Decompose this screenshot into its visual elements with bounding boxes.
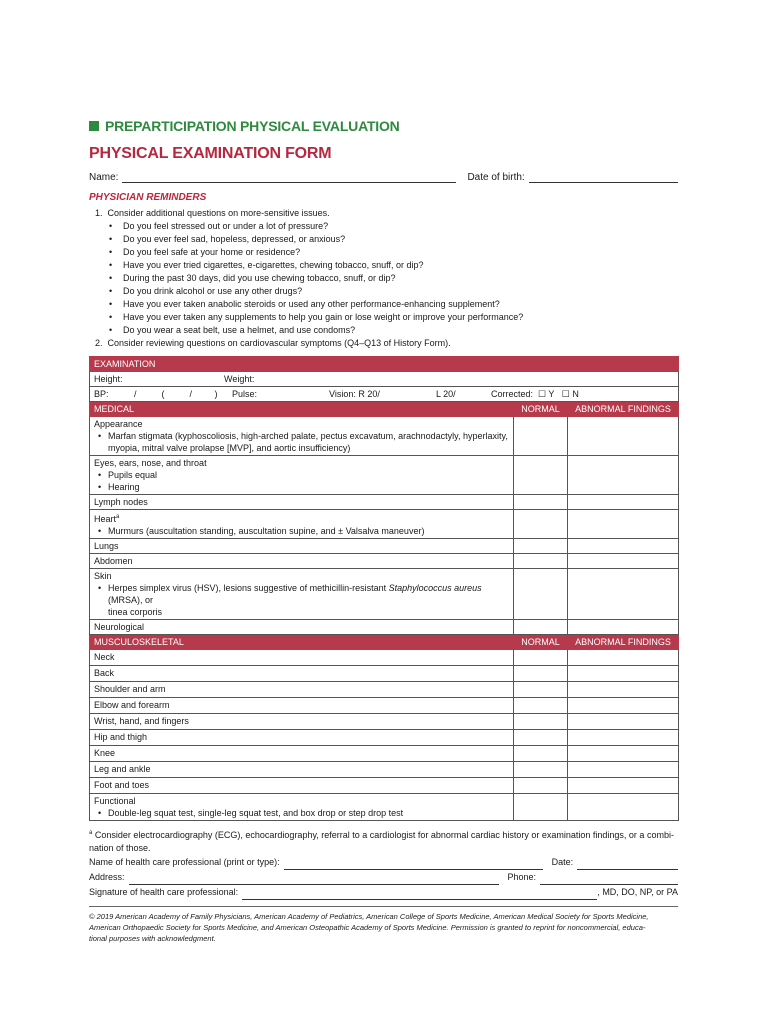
table-row-eent	[90, 456, 679, 495]
abnormal-cell[interactable]	[568, 666, 679, 682]
normal-cell[interactable]	[514, 746, 568, 762]
reminder-bullet: • Do you feel safe at your home or residence?	[89, 246, 678, 259]
abnormal-cell[interactable]	[568, 650, 679, 666]
abnormal-column-header: ABNORMAL FINDINGS	[568, 402, 679, 417]
abnormal-cell[interactable]	[568, 554, 679, 569]
table-row-leg	[90, 762, 679, 778]
abnormal-cell[interactable]	[568, 495, 679, 510]
abnormal-column-header: ABNORMAL FINDINGS	[568, 635, 679, 650]
reminder-bullet: • Do you feel stressed out or under a lot of pressure?	[89, 220, 678, 233]
reminder-item-1: 1. Consider additional questions on more-sensitive issues.	[95, 208, 330, 218]
hcp-name-row	[89, 855, 678, 870]
table-row-lymph	[90, 495, 679, 510]
normal-cell[interactable]	[514, 554, 568, 569]
marfan-bullet-cont: myopia, mitral valve prolapse [MVP], and aortic insufficiency)	[108, 443, 351, 453]
address-field[interactable]	[129, 873, 499, 885]
date-field[interactable]	[577, 858, 678, 870]
normal-cell[interactable]	[514, 778, 568, 794]
reminder-item-2: 2. Consider reviewing questions on cardiovascular symptoms (Q4–Q13 of History Form).	[95, 338, 451, 348]
abnormal-cell[interactable]	[568, 510, 679, 539]
msk-label: Foot and toes	[90, 778, 514, 794]
table-row-back	[90, 666, 679, 682]
normal-cell[interactable]	[514, 539, 568, 554]
signature-field[interactable]	[242, 888, 597, 900]
footnote-text: Consider electrocardiography (ECG), echocardiography, referral to a cardiologist for abnormal cardiac history or examination findings, or a combi-	[92, 830, 674, 840]
table-row-shoulder	[90, 682, 679, 698]
table-row-elbow	[90, 698, 679, 714]
weight-label: Weight:	[224, 374, 255, 384]
name-field[interactable]	[122, 171, 456, 183]
copyright-line: tional purposes with acknowledgment.	[89, 934, 216, 943]
page-title: PHYSICAL EXAMINATION FORM	[89, 145, 332, 162]
copyright-line: © 2019 American Academy of Family Physicians, American Academy of Pediatrics, American College of Sports Medicine, American Medical Society for Sports Medicine,	[89, 912, 649, 921]
reminder-bullet: • Have you ever taken any supplements to help you gain or lose weight or improve your performance?	[89, 311, 678, 324]
table-row-abdomen	[90, 554, 679, 569]
lymph-label: Lymph nodes	[90, 495, 514, 510]
dob-label: Date of birth:	[467, 172, 525, 183]
table-row-functional	[90, 794, 679, 821]
table-row-wrist	[90, 714, 679, 730]
abnormal-cell[interactable]	[568, 794, 679, 821]
heart-footnote-marker: a	[116, 514, 120, 520]
functional-bullet: • Double-leg squat test, single-leg squat test, and box drop or step drop test	[94, 807, 509, 819]
hearing-bullet: • Hearing	[94, 481, 509, 493]
height-label: Height:	[94, 374, 123, 384]
credentials-suffix: , MD, DO, NP, or PA	[597, 887, 678, 897]
table-row-skin	[90, 569, 679, 620]
copyright-notice	[89, 906, 678, 944]
green-square-icon	[89, 121, 99, 131]
hcp-name-label: Name of health care professional (print or type):	[89, 857, 280, 867]
medical-header-label: MEDICAL	[90, 402, 514, 417]
msk-label: Leg and ankle	[90, 762, 514, 778]
abnormal-cell[interactable]	[568, 539, 679, 554]
msk-label: Hip and thigh	[90, 730, 514, 746]
normal-cell[interactable]	[514, 650, 568, 666]
height-weight-row[interactable]	[90, 372, 679, 387]
medical-header	[90, 402, 679, 417]
normal-cell[interactable]	[514, 730, 568, 746]
hsv-italic: Staphylococcus aureus	[388, 583, 482, 593]
heart-label: Heart	[94, 514, 117, 524]
normal-cell[interactable]	[514, 714, 568, 730]
skin-label: Skin	[94, 571, 112, 581]
normal-cell[interactable]	[514, 682, 568, 698]
table-row-neck	[90, 650, 679, 666]
date-label: Date:	[551, 857, 574, 867]
reminder-bullet: • Do you ever feel sad, hopeless, depressed, or anxious?	[89, 233, 678, 246]
corrected-checkboxes[interactable]: Corrected: ☐ Y ☐ N	[491, 389, 579, 399]
abnormal-cell[interactable]	[568, 456, 679, 495]
abdomen-label: Abdomen	[90, 554, 514, 569]
normal-cell[interactable]	[514, 794, 568, 821]
abnormal-cell[interactable]	[568, 746, 679, 762]
abnormal-cell[interactable]	[568, 698, 679, 714]
bp-vision-row[interactable]	[90, 387, 679, 402]
footnote-text-cont: nation of those.	[89, 843, 151, 853]
abnormal-cell[interactable]	[568, 682, 679, 698]
msk-label: Elbow and forearm	[90, 698, 514, 714]
reminder-bullet: • Do you drink alcohol or use any other drugs?	[89, 285, 678, 298]
eent-label: Eyes, ears, nose, and throat	[94, 458, 207, 468]
msk-label: Wrist, hand, and fingers	[90, 714, 514, 730]
normal-cell[interactable]	[514, 456, 568, 495]
bp-label: BP:	[94, 389, 109, 399]
abnormal-cell[interactable]	[568, 778, 679, 794]
neurological-label: Neurological	[90, 620, 514, 635]
reminders-list	[89, 207, 678, 350]
normal-column-header: NORMAL	[514, 402, 568, 417]
hsv-text: Herpes simplex virus (HSV), lesions suggestive of methicillin-resistant	[108, 583, 389, 593]
signature-label: Signature of health care professional:	[89, 887, 239, 897]
normal-cell[interactable]	[514, 417, 568, 456]
normal-cell[interactable]	[514, 698, 568, 714]
msk-label: Back	[90, 666, 514, 682]
vision-right-label: Vision: R 20/	[329, 389, 380, 399]
abnormal-cell[interactable]	[568, 730, 679, 746]
hsv-text-end: (MRSA), or	[108, 595, 153, 605]
reminder-bullet: • Have you ever tried cigarettes, e-cigarettes, chewing tobacco, snuff, or dip?	[89, 259, 678, 272]
reminder-bullet: • During the past 30 days, did you use chewing tobacco, snuff, or dip?	[89, 272, 678, 285]
normal-cell[interactable]	[514, 762, 568, 778]
abnormal-cell[interactable]	[568, 620, 679, 635]
musculoskeletal-header-label: MUSCULOSKELETAL	[90, 635, 514, 650]
name-label: Name:	[89, 172, 119, 183]
normal-cell[interactable]	[514, 495, 568, 510]
pulse-label: Pulse:	[232, 389, 258, 399]
footnote-marker: a	[89, 830, 93, 836]
pupils-bullet: • Pupils equal	[94, 469, 509, 481]
msk-label: Knee	[90, 746, 514, 762]
examination-header	[90, 357, 679, 372]
signature-block	[89, 855, 678, 900]
reminder-bullet: • Do you wear a seat belt, use a helmet, and use condoms?	[89, 324, 678, 337]
functional-label: Functional	[94, 796, 136, 806]
table-row-lungs	[90, 539, 679, 554]
examination-table	[89, 356, 679, 821]
murmurs-bullet: • Murmurs (auscultation standing, auscultation supine, and ± Valsalva maneuver)	[94, 525, 509, 537]
reminders-title: PHYSICIAN REMINDERS	[89, 192, 207, 203]
dob-field[interactable]	[529, 171, 678, 183]
table-row-heart	[90, 510, 679, 539]
table-row-foot	[90, 778, 679, 794]
form-page	[89, 118, 678, 944]
reminder-bullet: • Have you ever taken anabolic steroids or used any other performance-enhancing supplement?	[89, 298, 678, 311]
vision-left-label: L 20/	[436, 389, 456, 399]
bp-slashes: / ( / )	[134, 389, 218, 399]
name-dob-row	[89, 171, 678, 183]
normal-cell[interactable]	[514, 510, 568, 539]
hcp-name-field[interactable]	[284, 858, 543, 870]
table-row-knee	[90, 746, 679, 762]
hsv-bullet	[94, 582, 509, 606]
lungs-label: Lungs	[90, 539, 514, 554]
marfan-bullet: • Marfan stigmata (kyphoscoliosis, high-arched palate, pectus excavatum, arachnodactyly, hyperlaxity,	[94, 430, 509, 442]
cardiac-footnote	[89, 827, 678, 855]
copyright-line: American Orthopaedic Society for Sports Medicine, and American Osteopathic Academy of Sports Medicine. Permission is granted to reprint for noncommercial, educa-	[89, 923, 646, 932]
msk-label: Shoulder and arm	[90, 682, 514, 698]
phone-label: Phone:	[507, 872, 537, 882]
abnormal-cell[interactable]	[568, 762, 679, 778]
table-row-appearance	[90, 417, 679, 456]
normal-cell[interactable]	[514, 569, 568, 620]
abnormal-cell[interactable]	[568, 417, 679, 456]
normal-cell[interactable]	[514, 666, 568, 682]
musculoskeletal-header	[90, 635, 679, 650]
tinea-cont: tinea corporis	[108, 607, 163, 617]
address-label: Address:	[89, 872, 125, 882]
abnormal-cell[interactable]	[568, 714, 679, 730]
table-row-neurological	[90, 620, 679, 635]
normal-cell[interactable]	[514, 620, 568, 635]
address-row	[89, 870, 678, 885]
msk-label: Neck	[90, 650, 514, 666]
signature-row	[89, 885, 678, 900]
abnormal-cell[interactable]	[568, 569, 679, 620]
table-row-hip	[90, 730, 679, 746]
appearance-label: Appearance	[94, 419, 143, 429]
normal-column-header: NORMAL	[514, 635, 568, 650]
kicker-text: PREPARTICIPATION PHYSICAL EVALUATION	[105, 118, 400, 134]
form-kicker	[89, 118, 678, 134]
phone-field[interactable]	[540, 873, 678, 885]
examination-header-label: EXAMINATION	[90, 357, 679, 372]
